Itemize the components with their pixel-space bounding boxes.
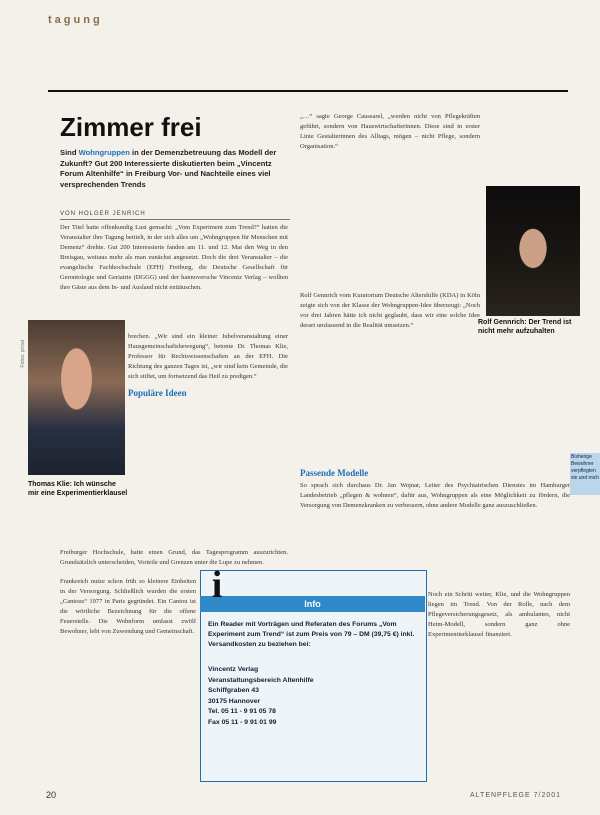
side-note: Bisherige Bewohner verpflegten sie und mich [570, 453, 600, 495]
body-col1d: Frankreich nutze schon früh so kleinere Einheiten in der Versorgung. Schließlich wurden die ersten „Cantous“ 1977 in Paris gegründet. Ein Cantou ist die wörtliche Bezeichnung für die offene Feuerstelle. Die Wohnform umfasst zwölf Bewohner, lebt von Zuwendung und Gemeinschaft. [60, 578, 196, 635]
caption-right: Rolf Gennrich: Der Trend ist nicht mehr aufzuhalten [478, 319, 572, 335]
photo-thomas-klie [28, 320, 125, 475]
info-address-line: Vincentz Verlag [208, 666, 259, 673]
caption-left: Thomas Klie: Ich wünsche mir eine Experimentierklausel [28, 481, 128, 497]
deck-highlight: Wohngruppen [78, 148, 130, 157]
subhead-passende-modelle: Passende Modelle [300, 468, 369, 478]
author: VON HOLGER JENRICH [60, 211, 146, 217]
top-rule [48, 90, 568, 92]
headline: Zimmer frei [60, 112, 202, 142]
body-col1: Der Titel hatte offenkundig Lust gemacht: „Vom Experiment zum Trend?“ hatten die Veranstalter ihre Tagung betitelt, in der sich alles um „Wohngruppen für Menschen mit Demenz“ drehte. Gut 200 Interessierte fanden am 11. und 12. Mai den Weg in den Breisgau, weitaus mehr als man zunächst angesetzt. Doch die drei Veranstalter – die evangelische Fachhochschule (EFH) Freiburg, die Deutsche Gesellschaft für Gerontologie und Geriatrie (DGGG) und der hannoversche Vincentz Verlag – wollten ihre Gäste aus dem In- und Ausland nicht enttäuschen. [60, 224, 288, 291]
body-col2b: Rolf Gennrich vom Kuratorium Deutsche Altershilfe (KDA) in Köln zeigte sich von der Klasse der Wohngruppen-Idee überzeugt: „Noch vor drei Jahren hätte ich nicht geglaubt, dass wir eine solche Idee derart umfassend in die Realität umsetzen.“ [300, 292, 480, 329]
info-text: Ein Reader mit Vorträgen und Referaten des Forums „Vom Experiment zum Trend“ ist zum Preis von 79 – DM (39,75 €) inkl. Versandkosten zu beziehen bei: [208, 621, 415, 648]
info-address-line: Fax 05 11 - 9 91 01 99 [208, 718, 277, 726]
photo-credit: Fotos: privat [20, 340, 26, 368]
body-col2d: Noch ein Schritt weiter, Klie, und die Wohngruppen liegen im Trend. Von der Rolle, nach dem Pflegeversicherungsgesetz, als ambulantes, nicht Heim-Modell, sondern ganz ohne Experimentierklausel finanziert. [428, 591, 570, 638]
footer-magazine: ALTENPFLEGE 7/2001 [470, 792, 562, 799]
body-col1b [128, 332, 288, 398]
body-col2c [300, 468, 570, 511]
info-address [208, 665, 418, 728]
body-col2a: „…“ sagte George Caussarel, „werden nicht von Pflegekräften geführt, sondern von Hauswirtschafterinnen. Diese sind in erster Linie Gestalterinnen des Alltags, mögen – nicht Pflege, sondern Organisation.“ [300, 113, 480, 150]
info-address-line: 30175 Hannover [208, 697, 261, 705]
info-title: Info [200, 596, 425, 612]
deck [60, 148, 290, 190]
page-number: 20 [46, 790, 57, 800]
photo-rolf-gennrich [486, 186, 580, 316]
info-address-line: Schiffgraben 43 [208, 687, 259, 694]
body-col2c-text: So sprach sich durchaus Dr. Jan Wojnar, Leiter des Psychiatrischen Dienstes im Hamburger Landesbetrieb „pflegen & wohnen“, dafür aus, Wohngruppen als eine Möglichkeit zu fördern, die Versorgung von Demenzkranken zu verbessern, ohne andere Modelle ganz auszuschließen. [300, 482, 570, 509]
deck-pre: Sind [60, 148, 79, 157]
info-icon: i [211, 564, 223, 606]
author-rule [60, 219, 290, 220]
deck-post: in der Demenzbetreuung das Modell der Zukunft? Gut 200 Interessierte diskutierten beim „Vincentz Forum Altenhilfe“ in Freiburg Vor- und Nachteile eines viel versprechenden Trends [60, 148, 277, 189]
section-tag: tagung [48, 14, 103, 26]
subhead-populaere-ideen: Populäre Ideen [128, 388, 187, 398]
info-address-line: Veranstaltungsbereich Altenhilfe [208, 676, 314, 684]
body-col1c: Freiburger Hochschule, hatte einen Grund, das Tagesprogramm auszurichten. Grundsätzlich unterscheiden, Vorteile und Grenzen unter die Lupe zu nehmen. [60, 549, 288, 566]
info-address-line: Tel. 05 11 - 9 91 05 78 [208, 708, 276, 715]
body-col1b-text: brechen. „Wir sind ein kleiner Jubelveranstaltung einer Hausgemeinschaftsbewegung“, betonte Dr. Thomas Klie, Professor für Rechtswissenschaften an der EFH. Die Richtung des ganzen Tages ist, „wir sind kein Gemeinde, die sich stiftet, um fortsetzend das Heil zu predigen.“ [128, 333, 288, 380]
